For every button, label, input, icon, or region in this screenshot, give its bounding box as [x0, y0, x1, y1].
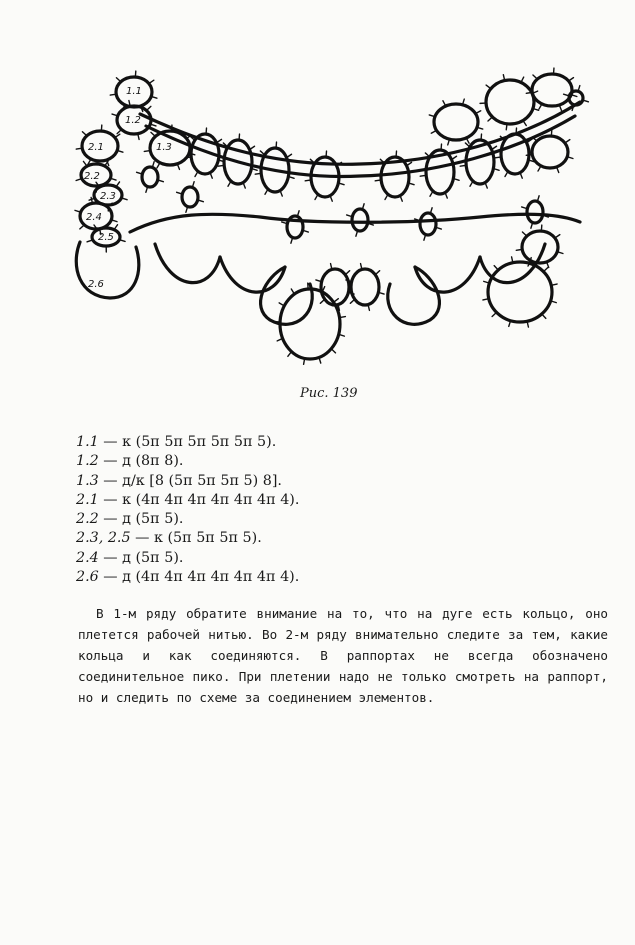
legend-text: — д (4п 4п 4п 4п 4п 4п 4). [98, 569, 300, 586]
instruction-paragraph [78, 603, 608, 708]
picot-mark [146, 106, 150, 110]
picot-mark [76, 148, 82, 149]
picot-mark [116, 78, 120, 82]
picot-mark [569, 78, 574, 81]
legend-number: 2.3, 2.5 [76, 530, 131, 547]
picot-mark [331, 349, 335, 353]
picot-mark [218, 165, 224, 166]
legend [76, 433, 299, 587]
picot-mark [185, 157, 191, 158]
figure-caption: Рис. 139 [300, 386, 358, 401]
picot-mark [334, 299, 339, 303]
legend-line [76, 491, 299, 510]
picot-mark [516, 249, 522, 250]
legend-line [76, 510, 299, 529]
picot-mark [151, 132, 155, 136]
legend-text: — д (5п 5). [98, 549, 184, 566]
legend-number: 2.2 [76, 511, 99, 528]
picot-mark [506, 124, 507, 130]
legend-text: — д (8п 8). [98, 453, 184, 470]
legend-text: — к (4п 4п 4п 4п 4п 4п 4). [98, 491, 300, 508]
label-2-6: 2.6 [88, 279, 104, 290]
picot-mark [350, 299, 354, 303]
picot-mark [522, 232, 526, 236]
legend-text: — д (5п 5). [98, 511, 184, 528]
picot-mark [288, 352, 292, 357]
picot-mark [488, 117, 492, 121]
legend-line [76, 549, 299, 568]
paragraph-text: В 1-м ряду обратите внимание на то, что на дуге есть кольцо, оно плетется рабочей нитью. Во 2-м ряду внимательно следите за тем, какие кольца и как соединяются. В раппортах не всегда обозначено соединительное пико. При плетении надо не только смотреть на раппорт, но и следить по схеме за соединением элементов. [78, 606, 608, 705]
legend-number: 2.1 [76, 491, 99, 508]
picot-mark [149, 80, 154, 83]
legend-number: 1.3 [76, 472, 99, 489]
picot-mark [543, 268, 547, 272]
picot-mark [526, 92, 532, 93]
label-2-1: 2.1 [88, 142, 104, 153]
picot-mark [565, 140, 570, 143]
picot-mark [115, 134, 120, 137]
label-1-1: 1.1 [126, 86, 142, 97]
picot-mark [320, 299, 324, 303]
picot-mark [144, 151, 150, 152]
picot-mark [255, 173, 261, 174]
legend-number: 1.1 [76, 434, 99, 450]
legend-number: 2.6 [76, 569, 99, 586]
legend-text: — д/к [8 (5п 5п 5п 5) 8]. [98, 472, 282, 489]
picot-mark [305, 180, 311, 181]
legend-line [76, 529, 299, 548]
legend-line [76, 433, 299, 452]
legend-text: — к (5п 5п 5п 5п 5п 5). [98, 434, 277, 450]
picot-mark [460, 165, 466, 166]
label-2-5: 2.5 [98, 232, 114, 243]
label-2-3: 2.3 [100, 191, 116, 202]
picot-mark [555, 235, 560, 238]
legend-line [76, 452, 299, 471]
legend-text: — к (5п 5п 5п 5). [130, 530, 262, 547]
label-2-4: 2.4 [86, 212, 102, 223]
picot-mark [345, 271, 349, 275]
picot-mark [82, 132, 86, 136]
legend-number: 1.2 [76, 453, 99, 470]
picot-mark [375, 180, 381, 181]
legend-number: 2.4 [76, 549, 99, 566]
label-1-2: 1.2 [125, 115, 141, 126]
picot-mark [117, 130, 121, 134]
label-2-2: 2.2 [84, 171, 100, 182]
picot-mark [533, 75, 537, 79]
picot-mark [375, 271, 379, 275]
picot-mark [420, 175, 426, 176]
picot-mark [526, 154, 532, 155]
picot-mark [80, 225, 84, 229]
tatting-diagram [60, 62, 620, 382]
picot-mark [486, 85, 491, 89]
picot-mark [495, 157, 501, 158]
legend-line [76, 568, 299, 587]
picot-mark [110, 94, 116, 95]
label-1-3: 1.3 [156, 142, 172, 153]
picot-mark [542, 314, 546, 318]
diagram-threads [76, 74, 583, 359]
picot-mark [494, 266, 498, 270]
picot-mark [492, 312, 496, 316]
legend-line [76, 472, 299, 491]
